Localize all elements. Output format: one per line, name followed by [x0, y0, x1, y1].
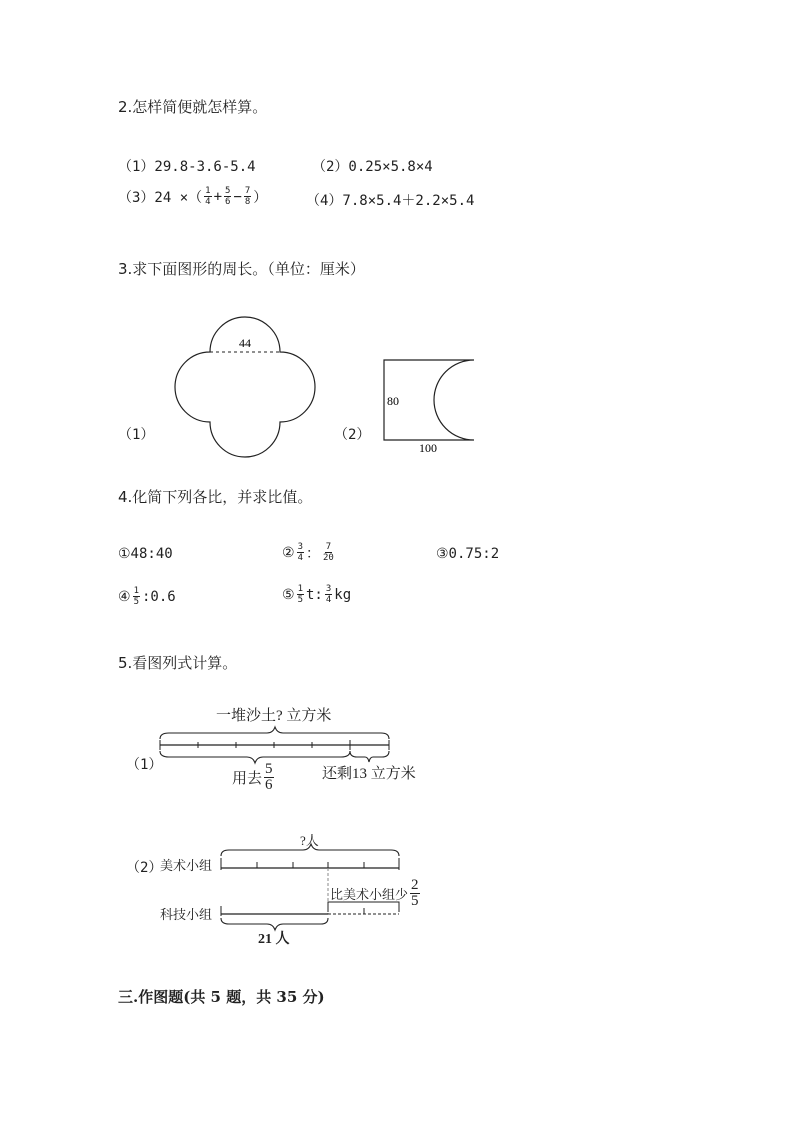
- q3-fig1-label: （1）: [118, 427, 155, 443]
- fraction: $\frac{1}{5}$: [297, 584, 303, 605]
- rect-semicircle-figure: [378, 350, 488, 460]
- q5-d2-tech-label: 科技小组: [160, 907, 213, 922]
- q4-item-3: ③0.75:2: [436, 546, 500, 562]
- q4-item-2: ② $\frac{3}{4}$ ： $\frac{7}{20}$: [282, 542, 334, 563]
- clover-value: 44: [239, 336, 251, 350]
- q2-problem-1: （1）29.8-3.6-5.4: [118, 159, 256, 175]
- clover-figure: [170, 310, 320, 460]
- q5-title: 5.看图列式计算。: [118, 654, 238, 672]
- q5-d2-art-label: 美术小组: [160, 858, 213, 873]
- q5-d1-remain: 还剩13 立方米: [322, 766, 416, 782]
- fraction: $\frac{7}{20}$: [322, 542, 334, 563]
- remain-brace: [350, 751, 389, 762]
- fraction: $\frac{7}{8}$: [244, 186, 251, 207]
- q2-problem-4: （4）7.8×5.4＋2.2×5.4: [306, 193, 475, 209]
- rect-height-label: 80: [387, 394, 399, 408]
- q5-d2-question: ?人: [300, 833, 319, 848]
- q3-fig2-label: （2）: [334, 427, 371, 443]
- fraction: $\frac{5}{6}$: [225, 186, 231, 207]
- q4-item-1: ①48:40: [118, 546, 173, 562]
- fraction: $\frac{3}{4}$: [325, 584, 332, 605]
- q2-p3-op1: +: [213, 188, 223, 205]
- q5-d1-top-label: 一堆沙土? 立方米: [216, 708, 332, 724]
- q2-p3-op2: −: [233, 188, 242, 205]
- q2-problem-3: [118, 186, 267, 207]
- fraction: 2 5: [411, 877, 419, 909]
- q5-d1-label: （1）: [126, 757, 163, 773]
- fraction: $\frac{1}{4}$: [205, 186, 211, 207]
- q4-item-4: ④ $\frac{1}{5}$ :0.6: [118, 586, 176, 607]
- q5-d1-used: 用去 5 6: [232, 761, 273, 793]
- sand-bar-diagram: [155, 725, 395, 765]
- q5-d2-count: 21 人: [258, 932, 290, 947]
- q5-d2-label: （2）: [126, 860, 163, 876]
- q3-title: 3.求下面图形的周长。（单位：厘米）: [118, 260, 365, 278]
- fraction: 5 6: [265, 761, 273, 793]
- q2-problem-2: （2）0.25×5.8×4: [312, 159, 433, 175]
- top-brace: [221, 844, 399, 856]
- rect-width-label: 100: [419, 441, 437, 455]
- fraction: $\frac{1}{5}$: [133, 586, 139, 607]
- q5-d2-less: 比美术小组少 2 5: [330, 877, 419, 909]
- q2-p3-prefix: （3）24 ×（: [118, 189, 203, 206]
- q4-item-5: ⑤ $\frac{1}{5}$ t: $\frac{3}{4}$ kg: [282, 584, 352, 605]
- fraction: $\frac{3}{4}$: [297, 542, 303, 563]
- section-3-title: 三.作图题(共 5 题，共 35 分): [118, 988, 325, 1006]
- top-brace: [160, 727, 389, 739]
- q4-title: 4.化简下列各比，并求比值。: [118, 488, 313, 506]
- q2-p3-suffix: ）: [253, 189, 268, 206]
- q2-title: 2.怎样简便就怎样算。: [118, 98, 268, 116]
